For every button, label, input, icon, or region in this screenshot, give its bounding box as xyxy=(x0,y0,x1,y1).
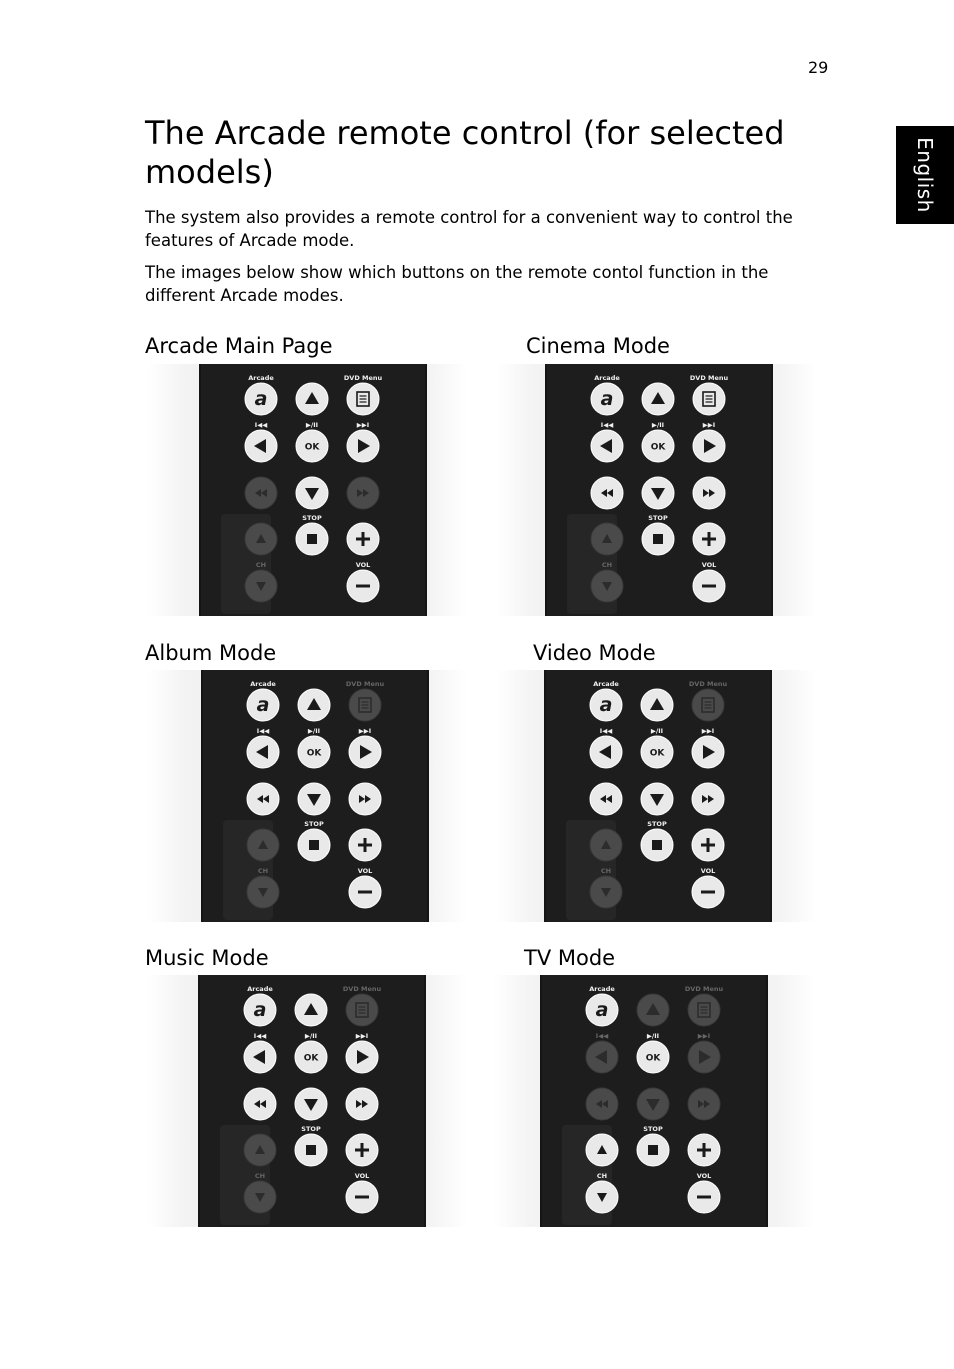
svg-text:Arcade: Arcade xyxy=(593,680,619,688)
svg-text:▶/II: ▶/II xyxy=(650,727,664,735)
svg-text:CH: CH xyxy=(255,561,267,569)
svg-text:VOL: VOL xyxy=(696,1172,712,1180)
remote-button-up xyxy=(642,383,674,415)
remote-button-arcade xyxy=(590,680,622,721)
remote-button-arcade xyxy=(247,680,279,721)
caption-cinema-mode: Cinema Mode xyxy=(526,334,670,358)
svg-text:DVD Menu: DVD Menu xyxy=(688,680,728,688)
svg-text:a: a xyxy=(600,388,614,410)
svg-text:▶▶I: ▶▶I xyxy=(701,727,715,735)
svg-text:OK: OK xyxy=(303,1053,319,1064)
caption-arcade-main-page: Arcade Main Page xyxy=(145,334,333,358)
caption-tv-mode: TV Mode xyxy=(524,946,616,970)
svg-text:I◀◀: I◀◀ xyxy=(256,727,270,735)
remote-button-ff xyxy=(688,1088,720,1120)
remote-button-volup xyxy=(349,829,381,861)
images-paragraph: The images below show which buttons on the remote contol function in the different Arcade modes. xyxy=(145,263,769,305)
remote-button-up xyxy=(295,994,327,1026)
svg-text:Arcade: Arcade xyxy=(250,680,276,688)
remote-button-rew xyxy=(247,783,279,815)
svg-text:a: a xyxy=(599,694,613,716)
remote-button-ff xyxy=(349,783,381,815)
remote-button-arcade xyxy=(591,374,623,415)
remote-button-volup xyxy=(346,1134,378,1166)
svg-text:OK: OK xyxy=(649,748,665,759)
svg-text:STOP: STOP xyxy=(301,1125,321,1133)
svg-text:▶▶I: ▶▶I xyxy=(356,421,370,429)
remote-button-chup xyxy=(586,1134,618,1166)
svg-text:STOP: STOP xyxy=(647,820,667,828)
intro-paragraph: The system also provides a remote control for a convenient way to control the features of Arcade mode. xyxy=(145,208,793,250)
remote-button-volup xyxy=(347,523,379,555)
svg-text:OK: OK xyxy=(306,748,322,759)
svg-text:Arcade: Arcade xyxy=(247,985,273,993)
svg-text:a: a xyxy=(254,388,268,410)
remote-button-rew xyxy=(244,1088,276,1120)
svg-text:STOP: STOP xyxy=(648,514,668,522)
remote-button-arcade xyxy=(586,985,618,1026)
svg-text:▶/II: ▶/II xyxy=(305,421,319,429)
remote-button-rew xyxy=(586,1088,618,1120)
svg-text:OK: OK xyxy=(650,442,666,453)
svg-text:I◀◀: I◀◀ xyxy=(600,421,614,429)
svg-text:STOP: STOP xyxy=(643,1125,663,1133)
svg-text:OK: OK xyxy=(304,442,320,453)
remote-button-up xyxy=(641,689,673,721)
svg-text:VOL: VOL xyxy=(701,561,717,569)
svg-text:DVD Menu: DVD Menu xyxy=(343,374,383,382)
svg-text:a: a xyxy=(595,999,609,1021)
svg-text:I◀◀: I◀◀ xyxy=(595,1032,609,1040)
svg-text:▶/II: ▶/II xyxy=(646,1032,660,1040)
remote-button-chup xyxy=(590,829,622,861)
remote-button-ff xyxy=(692,783,724,815)
remote-image-arcade-main-page xyxy=(147,364,467,616)
svg-text:OK: OK xyxy=(645,1053,661,1064)
caption-music-mode: Music Mode xyxy=(145,946,269,970)
svg-text:CH: CH xyxy=(257,867,269,875)
svg-text:VOL: VOL xyxy=(700,867,716,875)
svg-text:I◀◀: I◀◀ xyxy=(599,727,613,735)
svg-text:a: a xyxy=(256,694,270,716)
remote-image-tv-mode xyxy=(494,975,814,1227)
remote-button-volup xyxy=(688,1134,720,1166)
svg-text:CH: CH xyxy=(601,561,613,569)
remote-button-rew xyxy=(590,783,622,815)
svg-text:▶/II: ▶/II xyxy=(307,727,321,735)
svg-text:VOL: VOL xyxy=(357,867,373,875)
remote-image-music-mode xyxy=(147,975,467,1227)
svg-text:CH: CH xyxy=(596,1172,608,1180)
remote-button-chup xyxy=(247,829,279,861)
page-number: 29 xyxy=(808,58,829,77)
svg-text:▶/II: ▶/II xyxy=(651,421,665,429)
remote-button-arcade xyxy=(244,985,276,1026)
remote-image-video-mode xyxy=(496,670,816,922)
language-tab xyxy=(896,126,954,224)
remote-button-chup xyxy=(244,1134,276,1166)
svg-text:VOL: VOL xyxy=(355,561,371,569)
svg-text:Arcade: Arcade xyxy=(594,374,620,382)
remote-button-down xyxy=(298,783,330,815)
remote-button-chup xyxy=(245,523,277,555)
svg-text:DVD Menu: DVD Menu xyxy=(345,680,385,688)
remote-button-down xyxy=(296,477,328,509)
remote-button-arcade xyxy=(245,374,277,415)
svg-text:I◀◀: I◀◀ xyxy=(254,421,268,429)
svg-text:CH: CH xyxy=(600,867,612,875)
svg-text:VOL: VOL xyxy=(354,1172,370,1180)
svg-text:I◀◀: I◀◀ xyxy=(253,1032,267,1040)
remote-image-album-mode xyxy=(147,670,467,922)
svg-text:STOP: STOP xyxy=(302,514,322,522)
caption-video-mode: Video Mode xyxy=(533,641,656,665)
svg-text:a: a xyxy=(253,999,267,1021)
svg-text:Arcade: Arcade xyxy=(248,374,274,382)
svg-text:Arcade: Arcade xyxy=(589,985,615,993)
remote-button-up xyxy=(637,994,669,1026)
remote-button-volup xyxy=(692,829,724,861)
svg-text:CH: CH xyxy=(254,1172,266,1180)
svg-text:▶▶I: ▶▶I xyxy=(702,421,716,429)
remote-button-up xyxy=(296,383,328,415)
svg-text:▶▶I: ▶▶I xyxy=(697,1032,711,1040)
svg-text:DVD Menu: DVD Menu xyxy=(342,985,382,993)
svg-text:▶▶I: ▶▶I xyxy=(358,727,372,735)
remote-button-ff xyxy=(693,477,725,509)
svg-text:DVD Menu: DVD Menu xyxy=(689,374,729,382)
svg-text:STOP: STOP xyxy=(304,820,324,828)
remote-button-ff xyxy=(346,1088,378,1120)
caption-album-mode: Album Mode xyxy=(145,641,277,665)
svg-text:▶▶I: ▶▶I xyxy=(355,1032,369,1040)
remote-image-cinema-mode xyxy=(496,364,816,616)
remote-button-rew xyxy=(591,477,623,509)
svg-text:▶/II: ▶/II xyxy=(304,1032,318,1040)
remote-button-up xyxy=(298,689,330,721)
svg-text:DVD Menu: DVD Menu xyxy=(684,985,724,993)
remote-button-chup xyxy=(591,523,623,555)
remote-button-down xyxy=(295,1088,327,1120)
language-tab-label: English xyxy=(913,137,937,213)
remote-button-down xyxy=(642,477,674,509)
remote-button-ff xyxy=(347,477,379,509)
remote-button-down xyxy=(637,1088,669,1120)
remote-button-rew xyxy=(245,477,277,509)
remote-button-volup xyxy=(693,523,725,555)
page-title: The Arcade remote control (for selected models) xyxy=(145,114,785,191)
remote-button-down xyxy=(641,783,673,815)
